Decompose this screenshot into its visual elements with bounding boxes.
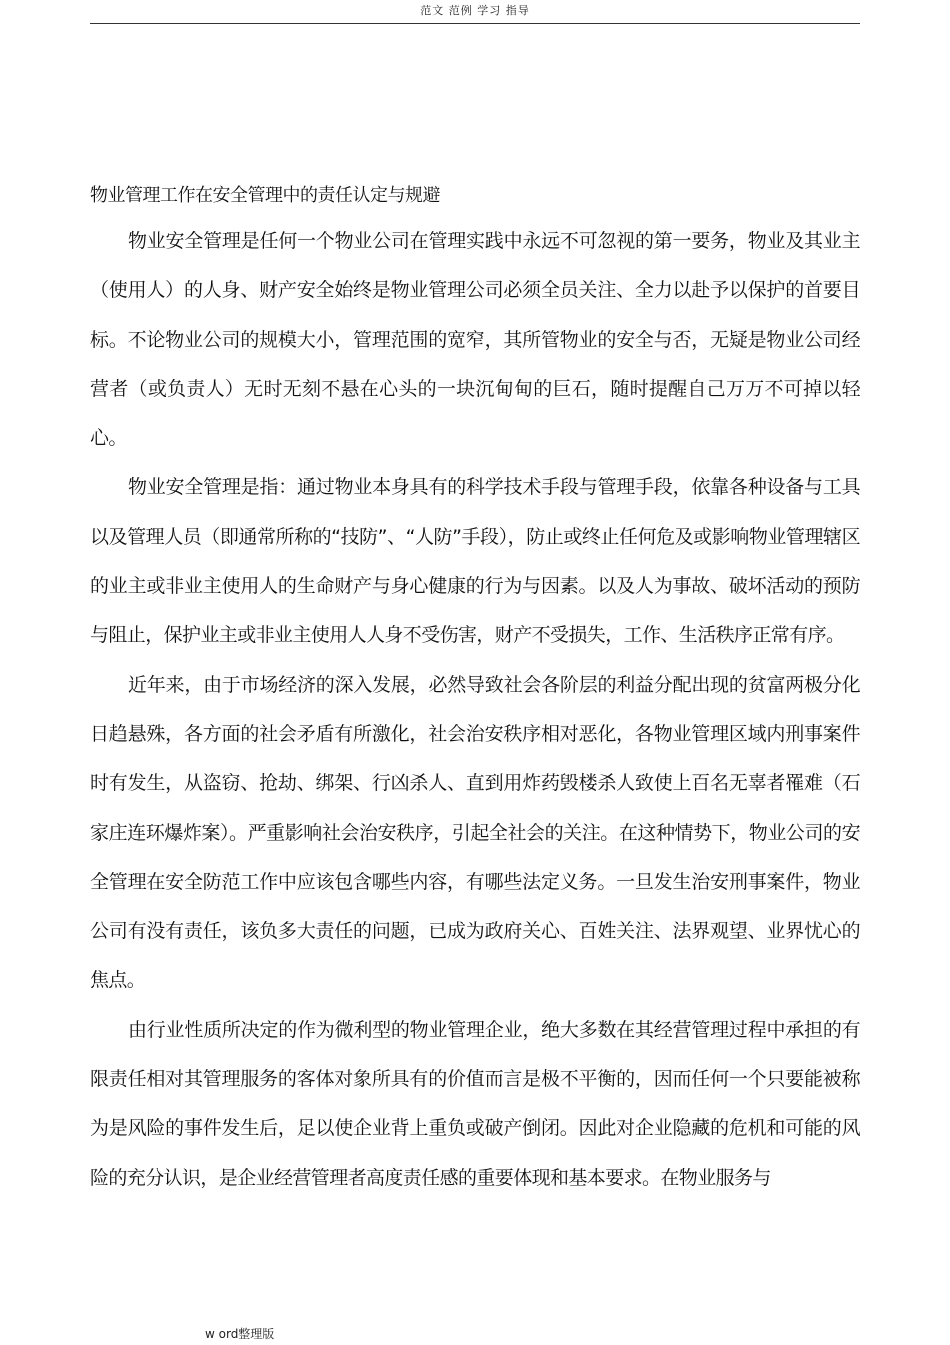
paragraph-3: 近年来，由于市场经济的深入发展，必然导致社会各阶层的利益分配出现的贫富两极分化日趋悬殊，各方面的社会矛盾有所激化，社会治安秩序相对恶化，各物业管理区域内刑事案件时有发生，从盗窃、抢劫、绑架、行凶杀人、直到用炸药毁楼杀人致使上百名无辜者罹难（石家庄连环爆炸案）。严重影响社会治安秩序，引起全社会的关注。在这种情势下，物业公司的安全管理在安全防范工作中应该包含哪些内容，有哪些法定义务。一旦发生治安刑事案件，物业公司有没有责任，该负多大责任的问题，已成为政府关心、百姓关注、法界观望、业界忧心的焦点。	[90, 673, 860, 992]
paragraph-4: 由行业性质所决定的作为微利型的物业管理企业，绝大多数在其经营管理过程中承担的有限责任相对其管理服务的客体对象所具有的价值而言是极不平衡的，因而任何一个只要能被称为是风险的事件发生后，足以使企业背上重负或破产倒闭。因此对企业隐藏的危机和可能的风险的充分认识，是企业经营管理者高度责任感的重要体现和基本要求。在物业服务与	[90, 1018, 860, 1189]
paragraph-1: 物业安全管理是任何一个物业公司在管理实践中永远不可忽视的第一要务，物业及其业主（使用人）的人身、财产安全始终是物业管理公司必须全员关注、全力以赴予以保护的首要目标。不论物业公司的规模大小，管理范围的宽窄，其所管物业的安全与否，无疑是物业公司经营者（或负责人）无时无刻不悬在心头的一块沉甸甸的巨石，随时提醒自己万万不可掉以轻心。	[90, 230, 860, 450]
document-body	[90, 178, 860, 1203]
document-title: 物业管理工作在安全管理中的责任认定与规避	[90, 185, 440, 206]
header-divider	[90, 23, 860, 24]
page-footer: w ord整理版	[205, 1327, 275, 1341]
page-header: 范文 范例 学习 指导	[420, 4, 530, 17]
paragraph-2: 物业安全管理是指：通过物业本身具有的科学技术手段与管理手段，依靠各种设备与工具以及管理人员（即通常所称的“技防”、“人防”手段），防止或终止任何危及或影响物业管理辖区的业主或非业主使用人的生命财产与身心健康的行为与因素。以及人为事故、破坏活动的预防与阻止，保护业主或非业主使用人人身不受伤害，财产不受损失，工作、生活秩序正常有序。	[90, 476, 860, 647]
